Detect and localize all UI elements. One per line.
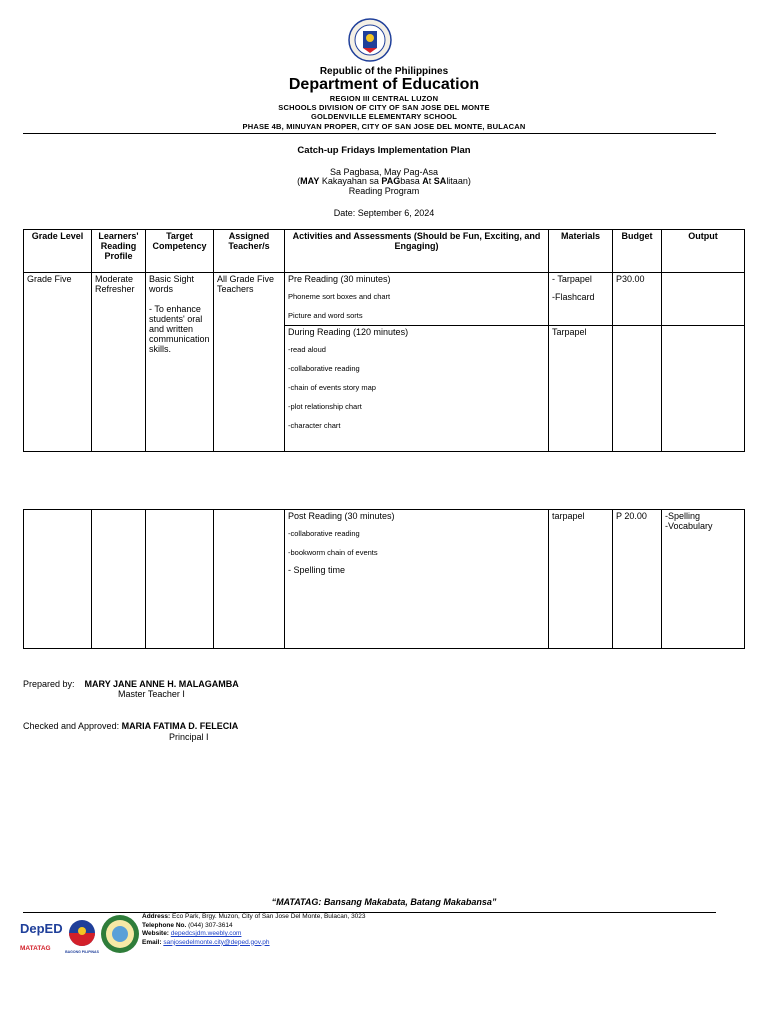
plan-title: Catch-up Fridays Implementation Plan (297, 145, 471, 156)
republic-line: Republic of the Philippines (319, 66, 449, 77)
col-header-budget: Budget (613, 230, 662, 273)
col-header-learners: Learners' Reading Profile (92, 230, 146, 273)
division-line: SCHOOLS DIVISION OF CITY OF SAN JOSE DEL MONTE (278, 103, 490, 112)
table-header-row (24, 230, 745, 273)
plan-program: Reading Program (348, 186, 420, 196)
cell-during-reading: During Reading (120 minutes) -read aloud -collaborative reading -chain of events story map -plot relationship chart -character chart (285, 326, 549, 452)
implementation-table (23, 229, 745, 452)
col-header-materials: Materials (549, 230, 613, 273)
email-link[interactable]: sanjosedelmonte.city@deped.gov.ph (163, 938, 270, 946)
cell-empty (214, 510, 285, 649)
approved-name: MARIA FATIMA D. FELECIA (121, 721, 239, 731)
deped-seal-icon (348, 18, 392, 62)
cell-empty (92, 510, 146, 649)
cell-learners: Moderate Refresher (92, 273, 146, 452)
cell-pre-output (662, 273, 745, 326)
footer-motto: “MATATAG: Bansang Makabata, Batang Makabansa” (271, 897, 497, 907)
cell-during-output (662, 326, 745, 452)
cell-pre-budget: P30.00 (613, 273, 662, 326)
department-title: Department of Education (288, 76, 480, 93)
cell-during-materials: Tarpapel (549, 326, 613, 452)
prepared-name: MARY JANE ANNE H. MALAGAMBA (84, 679, 239, 689)
school-line: GOLDENVILLE ELEMENTARY SCHOOL (310, 112, 458, 121)
region-line: REGION III CENTRAL LUZON (329, 94, 439, 103)
cell-empty (24, 510, 92, 649)
implementation-table-continued (23, 509, 745, 649)
table-row (24, 510, 745, 649)
cell-post-budget: P 20.00 (613, 510, 662, 649)
cell-pre-materials: - Tarpapel -Flashcard (549, 273, 613, 326)
footer-divider (23, 912, 716, 913)
prepared-by: Prepared by: MARY JANE ANNE H. MALAGAMBA (23, 679, 239, 689)
header-divider (23, 133, 716, 134)
checked-approved: Checked and Approved: MARIA FATIMA D. FELECIA (23, 721, 239, 731)
bagong-pilipinas-label: BAGONG PILIPINAS (65, 950, 99, 954)
cell-during-budget (613, 326, 662, 452)
cell-target: Basic Sight words - To enhance students' oral and written communication skills. (146, 273, 214, 452)
col-header-assigned: Assigned Teacher/s (214, 230, 285, 273)
website-link[interactable]: depedcsjdm.weebly.com (170, 930, 242, 937)
cell-post-reading: Post Reading (30 minutes) -collaborative reading -bookworm chain of events - Spelling time (285, 510, 549, 649)
plan-date: Date: September 6, 2024 (333, 208, 435, 218)
footer-contact-info: Address: Eco Park, Brgy. Muzon, City of San Jose Del Monte, Bulacan, 3023 Telephone No. (044) 307-3614 Website: depedcsjdm.weebly.com Email: sanjosedelmonte.city@deped.gov.ph (142, 913, 366, 946)
col-header-activities: Activities and Assessments (Should be Fun, Exciting, and Engaging) (285, 230, 549, 273)
cell-assigned: All Grade Five Teachers (214, 273, 285, 452)
cell-empty (146, 510, 214, 649)
cell-post-materials: tarpapel (549, 510, 613, 649)
school-address-line: PHASE 4B, MINUYAN PROPER, CITY OF SAN JOSE DEL MONTE, BULACAN (242, 122, 526, 131)
cell-post-output: -Spelling -Vocabulary (662, 510, 745, 649)
division-seal-icon (100, 914, 140, 954)
prepared-title: Master Teacher I (118, 689, 185, 699)
plan-motto: Sa Pagbasa, May Pag-Asa (329, 167, 439, 177)
cell-grade: Grade Five (24, 273, 92, 452)
cell-pre-reading: Pre Reading (30 minutes) Phoneme sort boxes and chart Picture and word sorts (285, 273, 549, 326)
approved-title: Principal I (169, 732, 209, 742)
col-header-grade: Grade Level (24, 230, 92, 273)
table-row (24, 273, 745, 326)
col-header-output: Output (662, 230, 745, 273)
deped-matatag-logo: DepED MATATAG (20, 921, 63, 952)
plan-acronym: (MAY Kakayahan sa PAGbasa At SAlitaan) (297, 176, 471, 186)
col-header-target: Target Competency (146, 230, 214, 273)
